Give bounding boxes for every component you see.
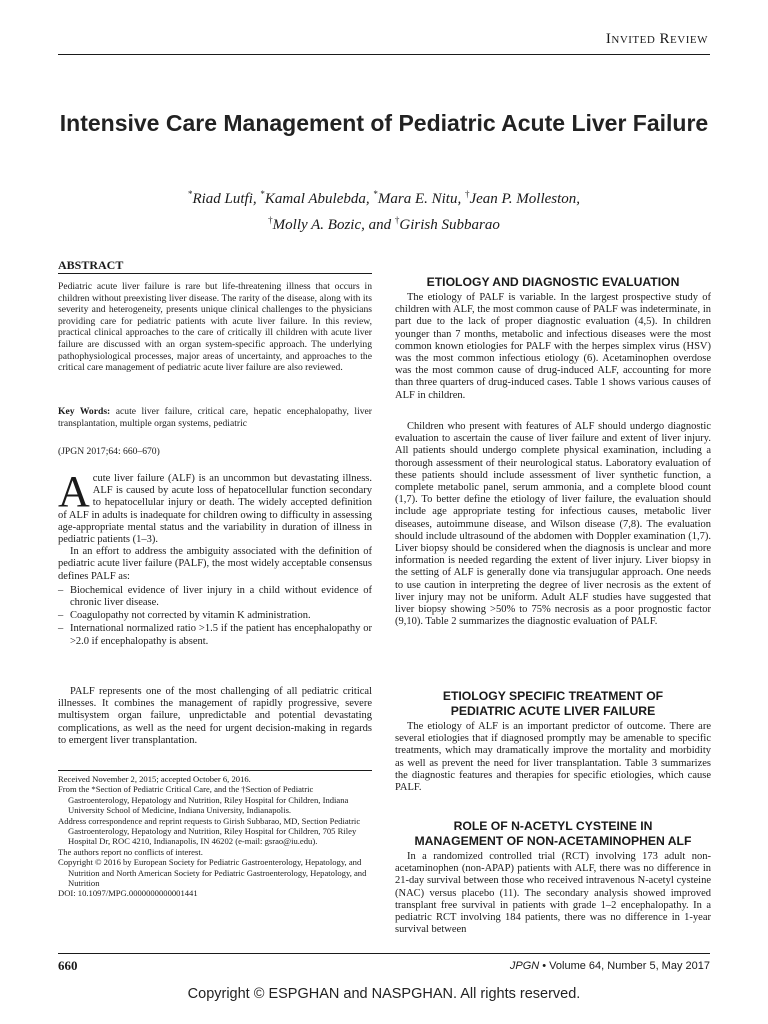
author-line-2 [58,210,710,236]
list-item: – Coagulopathy not corrected by vitamin K administration. [58,610,372,622]
abstract-paragraph: Pediatric acute liver failure is rare but life-threatening illness that occurs in children without preexisting liver disease. The rarity of the disease, along with its severity and heterogeneity, presents unique clinical challenges to the physicians providing care for pediatric patients with acute liver failure. In this review, practical clinical approaches to the care of critically ill children with acute liver failure are discussed with an organ system-specific approach. The underlying pathophysiological processes, major areas of uncertainty, and approaches to the critical care management of pediatric acute liver failure are also reviewed. [58,281,372,374]
journal-issue: • Volume 64, Number 5, May 2017 [539,960,710,972]
citation [58,446,372,458]
abstract-rule [58,273,372,274]
introduction [58,467,372,649]
footnote-correspondence: Address correspondence and reprint requests to Girish Subbarao, MD, Section Pediatric Gastroenterology, Hepatology and Nutrition, Riley Hospital for Children, 705 Riley Hospital Dr, ROC 4210, Indianapolis, IN 46202 (e-mail: gsrao@iu.edu). [58,815,361,847]
nac-paragraph: In a randomized controlled trial (RCT) involving 173 adult non-acetaminophen (non-APAP) patients with ALF, there was no difference in 21-day survival between those who received intravenous N-acetyl cysteine (NAC) versus placebo (11). The secondary analysis showed improved transplant free survival in patients with grade 1–2 encephalopathy. In a pediatric RCT involving 184 patients, there was no difference in 1-year survival between [395,851,711,936]
author-name: Mara E. Nitu, [377,191,465,207]
affiliation-mark: † [464,189,470,199]
footnote-conflicts: The authors report no conflicts of interest. [58,846,203,857]
article-title: Intensive Care Management of Pediatric Acute Liver Failure [59,110,709,136]
intro-paragraph-3: PALF represents one of the most challenging of all pediatric critical illnesses. It combines the management of rapidly progressive, severe multisystem organ failure, unpredictable and potential devastating complications, as well as the need for urgent decision-making in regards to emergent liver transplantation. [58,686,372,746]
heading-line: ETIOLOGY SPECIFIC TREATMENT OF [442,689,664,703]
intro-paragraph-1 [58,467,372,546]
author-name: Kamal Abulebda, [264,191,374,207]
header-rule [58,54,710,55]
section-label: Invited Review [605,31,708,47]
intro-paragraph-2: In an effort to address the ambiguity associated with the definition of pediatric acute liver failure (PALF), the most widely acceptable consensus defines PALF as: [58,546,372,582]
footnote-rule [58,770,372,771]
nac-wrap [395,851,711,936]
heading-nac [395,819,711,849]
author-name: Girish Subbarao [399,217,500,233]
list-item: – International normalized ratio >1.5 if the patient has encephalopathy or >2.0 if encephalopathy is absent. [58,623,372,647]
heading-etiology: ETIOLOGY AND DIAGNOSTIC EVALUATION [426,275,680,289]
footer-rule [58,953,710,954]
footnote-copyright: Copyright © 2016 by European Society for Pediatric Gastroenterology, Hepatology, and Nutrition and North American Society for Pediatric Gastroenterology, Hepatology, and Nutrition [58,857,367,889]
specific-treatment-wrap [395,721,711,794]
drop-cap: A [58,467,90,516]
keywords-list: acute liver failure, critical care, hepatic encephalopathy, liver transplantation, multiple organ systems, pediatric [58,406,372,429]
keywords [58,406,372,429]
footnote-affiliations: From the *Section of Pediatric Critical Care, and the †Section of Pediatric Gastroenterology, Hepatology and Nutrition, Riley Hospital for Children, Indiana University School of Medicine, Indiana University, Indianapolis. [58,784,349,816]
intro-text: cute liver failure (ALF) is an uncommon but devastating illness. ALF is caused by acute loss of hepatocellular function secondary to hepatocellular injury or death. The widely accepted definition of ALF in adults is inadequate for children owing to difficulty in assessing age-appropriate mental status and the variability in duration of illness in pediatric patients (1–3). [58,473,372,546]
footnotes [58,774,372,899]
author-list [58,184,710,236]
abstract-text [58,281,372,374]
author-name: Molly A. Bozic, and [272,217,395,233]
page-number: 660 [58,958,78,973]
palf-criteria-list [58,585,372,648]
author-name: Jean P. Molleston, [469,191,581,207]
intro-paragraph-3-wrap [58,686,372,747]
footnote-received: Received November 2, 2015; accepted October 6, 2016. [58,774,251,784]
author-line-1 [58,184,710,210]
author-name: Riad Lutfi, [192,191,261,207]
affiliation-mark: * [187,189,193,199]
specific-treatment-paragraph: The etiology of ALF is an important predictor of outcome. There are several etiologies that if diagnosed promptly may be amenable to specific treatments, which may dramatically improve the mortality and morbidity as well as prevent the need for liver transplantation. Table 3 summarizes the diagnostic features and therapies for specific etiologies, which cause PALF. [395,721,711,794]
etiology-paragraph-2-wrap [395,421,711,628]
affiliation-mark: † [394,215,400,225]
heading-line: ROLE OF N-ACETYL CYSTEINE IN [453,819,653,833]
citation-text: (JPGN 2017;64: 660–670) [58,446,160,457]
abstract-heading: ABSTRACT [58,258,124,272]
copyright-notice: Copyright © ESPGHAN and NASPGHAN. All rights reserved. [187,986,581,1002]
footnote-doi: DOI: 10.1097/MPG.0000000000001441 [58,888,198,899]
heading-specific-treatment [395,689,711,719]
etiology-paragraph-1: The etiology of PALF is variable. In the largest prospective study of children with ALF, the most common cause of PALF was indeterminate, in part due to the lack of proper diagnostic evaluation (4,5). In children younger than 7 months, metabolic and infectious diseases were the most common known etiologies for PALF with the herpes simplex virus (HSV) was the most common infectious etiology (6). Acetaminophen overdose was the most common cause of drug-induced ALF, accounting for more than three quarters of drug-induced cases. Table 1 shows various causes of ALF in children. [395,292,711,401]
etiology-paragraph-1-wrap [395,292,711,402]
list-item: – Biochemical evidence of liver injury in a child without evidence of chronic liver disease. [58,585,372,609]
affiliation-mark: † [268,215,273,225]
journal-name: JPGN [509,960,540,972]
heading-line: PEDIATRIC ACUTE LIVER FAILURE [450,704,656,718]
affiliation-mark: * [373,189,378,199]
journal-info [510,960,710,972]
keywords-label: Key Words: [58,406,111,417]
affiliation-mark: * [260,189,265,199]
heading-line: MANAGEMENT OF NON-ACETAMINOPHEN ALF [414,834,692,848]
etiology-paragraph-2: Children who present with features of ALF should undergo diagnostic evaluation to ascertain the cause of liver failure and extent of liver injury. All patients should undergo complete physical examination, including a thorough assessment of their neurological status. Laboratory evaluation of these patients should include assessment of liver synthetic function, a complete metabolic panel, serum ammonia, and a complete blood count (1,7). To better define the etiology of liver failure, the evaluation should include age appropriate testing for infectious causes, metabolic liver diseases, autoimmune disease, and Wilson disease (7,8). The evaluation should include ultrasound of the abdomen with Doppler examination (1,7). Liver biopsy should be considered when the diagnosis is unclear and more information is needed regarding the extent of liver injury. Liver biopsy in the setting of ALF is generally done via transjugular approach. One needs to use caution in interpreting the degree of liver necrosis as the extent of liver injury may not be uniform. Adult ALF studies have suggested that liver biopsy showing >50% to 75% necrosis as a poor prognostic factor (9,10). Table 2 summarizes the diagnostic evaluation of PALF. [395,421,711,628]
